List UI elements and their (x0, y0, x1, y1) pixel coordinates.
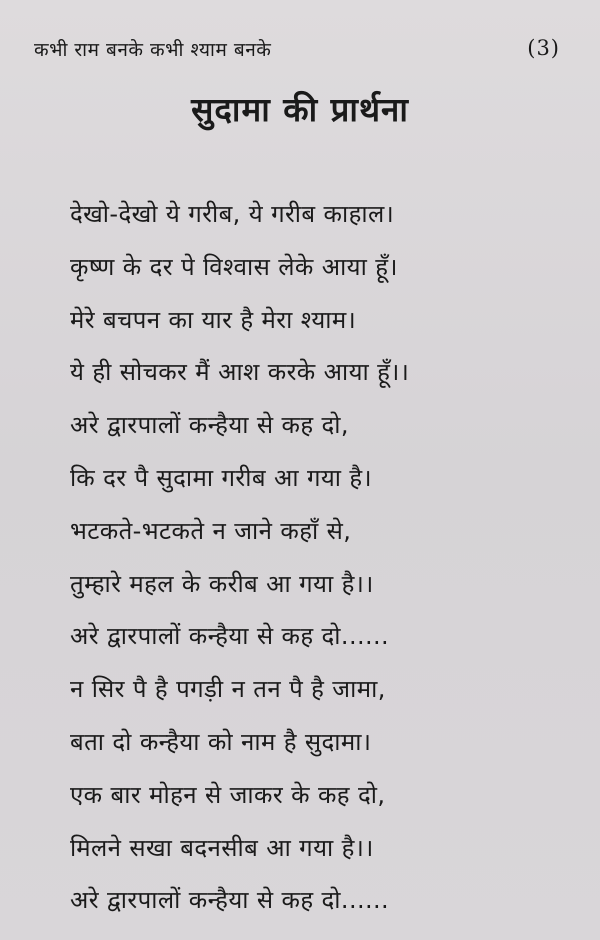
page-title: सुदामा की प्रार्थना (191, 90, 409, 129)
running-header (34, 36, 560, 66)
verse-line: बता दो कन्हैया को नाम है सुदामा। (70, 727, 372, 756)
verse-line: अरे द्वारपालों कन्हैया से कह दो...... (70, 886, 390, 915)
running-title: कभी राम बनके कभी श्याम बनके (34, 39, 272, 61)
verse-line: एक बार मोहन से जाकर के कह दो, (70, 780, 386, 809)
page-number: (3) (527, 36, 560, 60)
verse-line: अरे द्वारपालों कन्हैया से कह दो...... (70, 622, 390, 651)
verse-line: तुम्हारे महल के करीब आ गया है।। (70, 569, 374, 598)
verse-line: मेरे बचपन का यार है मेरा श्याम। (70, 305, 357, 334)
verse-line: कि दर पै सुदामा गरीब आ गया है। (70, 463, 373, 492)
verse-line: भटकते-भटकते न जाने कहाँ से, (70, 516, 352, 545)
verse-line: देखो-देखो ये गरीब, ये गरीब काहाल। (70, 200, 395, 228)
verse-line: न सिर पै है पगड़ी न तन पै है जामा, (70, 675, 386, 704)
verse-line: अरे द्वारपालों कन्हैया से कह दो, (70, 411, 349, 440)
verse-line: मिलने सखा बदनसीब आ गया है।। (70, 833, 374, 862)
verse-list (70, 188, 556, 927)
verse-line: कृष्ण के दर पे विश्वास लेके आया हूँ। (70, 252, 398, 281)
verse-line: ये ही सोचकर मैं आश करके आया हूँ।। (70, 358, 410, 387)
